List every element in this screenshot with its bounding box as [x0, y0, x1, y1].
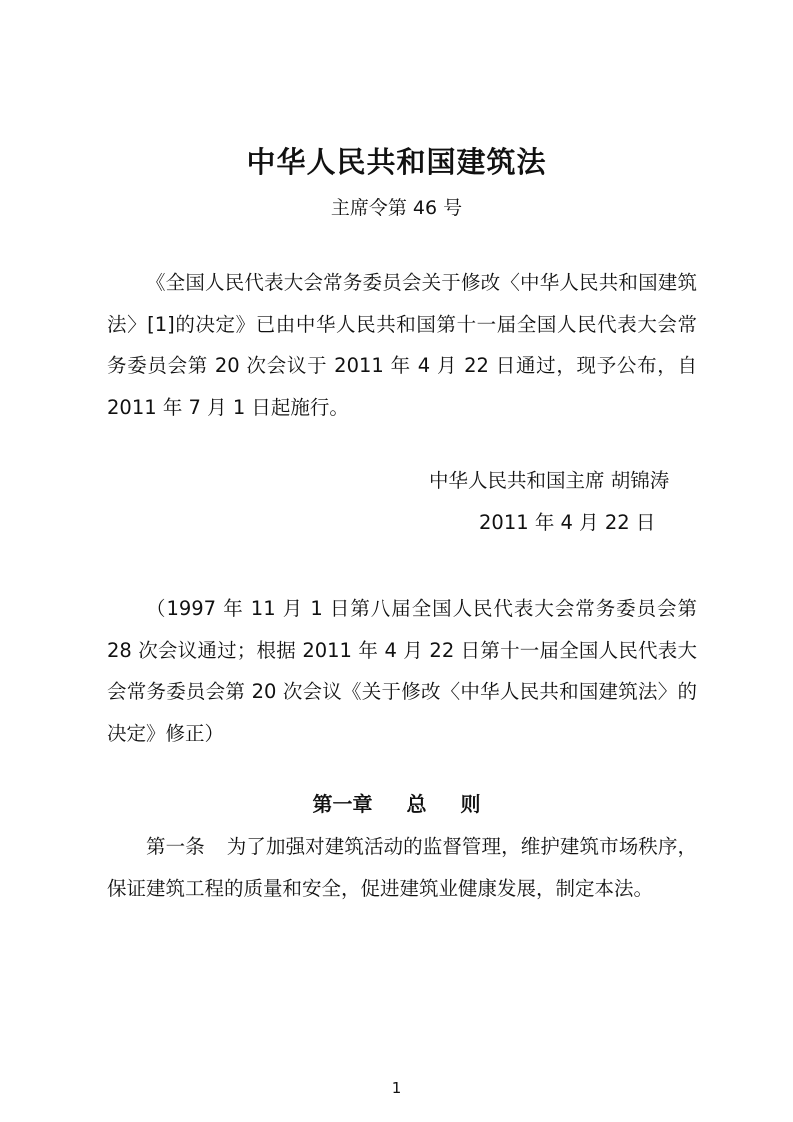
page-number: 1: [391, 1079, 402, 1097]
order-number: 主席令第 46 号: [330, 197, 463, 219]
adoption-note: （1997 年 11 月 1 日第八届全国人民代表大会常务委员会第 28 次会议通过；根据 2011 年 4 月 22 日第十一届全国人民代表大会常务委员会第 20 次会议《关于修改〈中华人民共和国建筑法〉的决定》修正）: [107, 597, 697, 745]
article-1-label: 第一条: [146, 835, 205, 858]
promulgation-paragraph: 《全国人民代表大会常务委员会关于修改〈中华人民共和国建筑法〉[1]的决定》已由中华人民共和国第十一届全国人民代表大会常务委员会第 20 次会议于 2011 年 4 月 22 日通过，现予公布，自 2011 年 7 月 1 日起施行。: [107, 271, 697, 419]
article-1: [107, 826, 697, 909]
document-title: 中华人民共和国建筑法: [246, 145, 547, 179]
signature-date: 2011 年 4 月 22 日: [479, 511, 656, 534]
chapter-title-part-1: 总: [406, 792, 427, 816]
chapter-heading: [0, 788, 793, 820]
signatory: 中华人民共和国主席 胡锦涛: [429, 469, 670, 492]
chapter-title-part-2: 则: [460, 792, 481, 816]
chapter-number: 第一章: [312, 792, 373, 816]
article-1-text: 为了加强对建筑活动的监督管理，维护建筑市场秩序，保证建筑工程的质量和安全，促进建筑业健康发展，制定本法。: [107, 835, 697, 900]
